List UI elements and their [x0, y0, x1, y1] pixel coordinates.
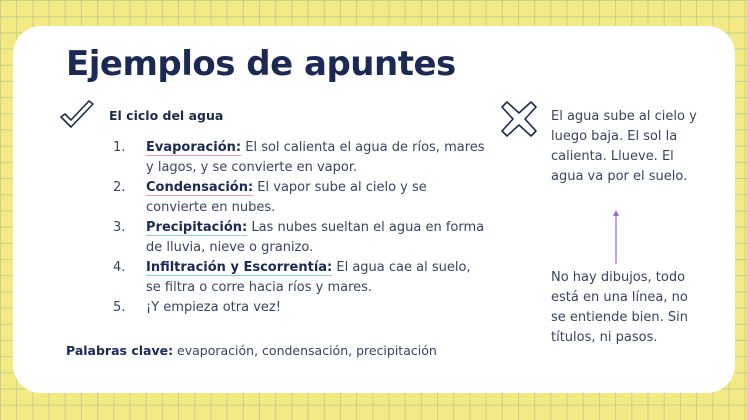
step-text: ¡Y empieza otra vez! — [146, 300, 281, 315]
step-text: El agua cae al suelo, se filtra o corre hacia ríos y mares. — [146, 260, 471, 295]
step-term: Evaporación: — [146, 140, 242, 155]
step-item — [113, 258, 488, 298]
checkmark-icon — [58, 100, 96, 132]
step-term: Precipitación: — [146, 220, 248, 235]
step-item — [113, 298, 488, 318]
cross-icon — [500, 100, 538, 138]
step-item — [113, 178, 488, 218]
step-term: Infiltración y Escorrentía: — [146, 260, 333, 275]
keywords-line — [66, 343, 437, 358]
step-number: 2. — [113, 180, 126, 195]
arrow-up-icon — [611, 210, 621, 266]
step-item — [113, 138, 488, 178]
keywords-label: Palabras clave: — [66, 343, 174, 358]
page-title: Ejemplos de apuntes — [66, 44, 456, 84]
step-text: Las nubes sueltan el agua en forma de lluvia, nieve o granizo. — [146, 220, 485, 255]
bad-example-note: El agua sube al cielo y luego baja. El sol la calienta. Llueve. El agua va por el suelo. — [551, 109, 697, 184]
step-item — [113, 218, 488, 258]
steps-list — [113, 138, 488, 318]
good-example-heading: El ciclo del agua — [109, 108, 224, 123]
bad-example-comment: No hay dibujos, todo está en una línea, no se entiende bien. Sin títulos, ni pasos. — [551, 270, 688, 345]
step-number: 5. — [113, 300, 126, 315]
step-text: El vapor sube al cielo y se convierte en nubes. — [146, 180, 427, 215]
step-number: 4. — [113, 260, 126, 275]
step-number: 1. — [113, 140, 126, 155]
step-number: 3. — [113, 220, 126, 235]
step-term: Condensación: — [146, 180, 254, 195]
keywords-text: evaporación, condensación, precipitación — [173, 343, 437, 358]
step-text: El sol calienta el agua de ríos, mares y lagos, y se convierte en vapor. — [146, 140, 485, 175]
